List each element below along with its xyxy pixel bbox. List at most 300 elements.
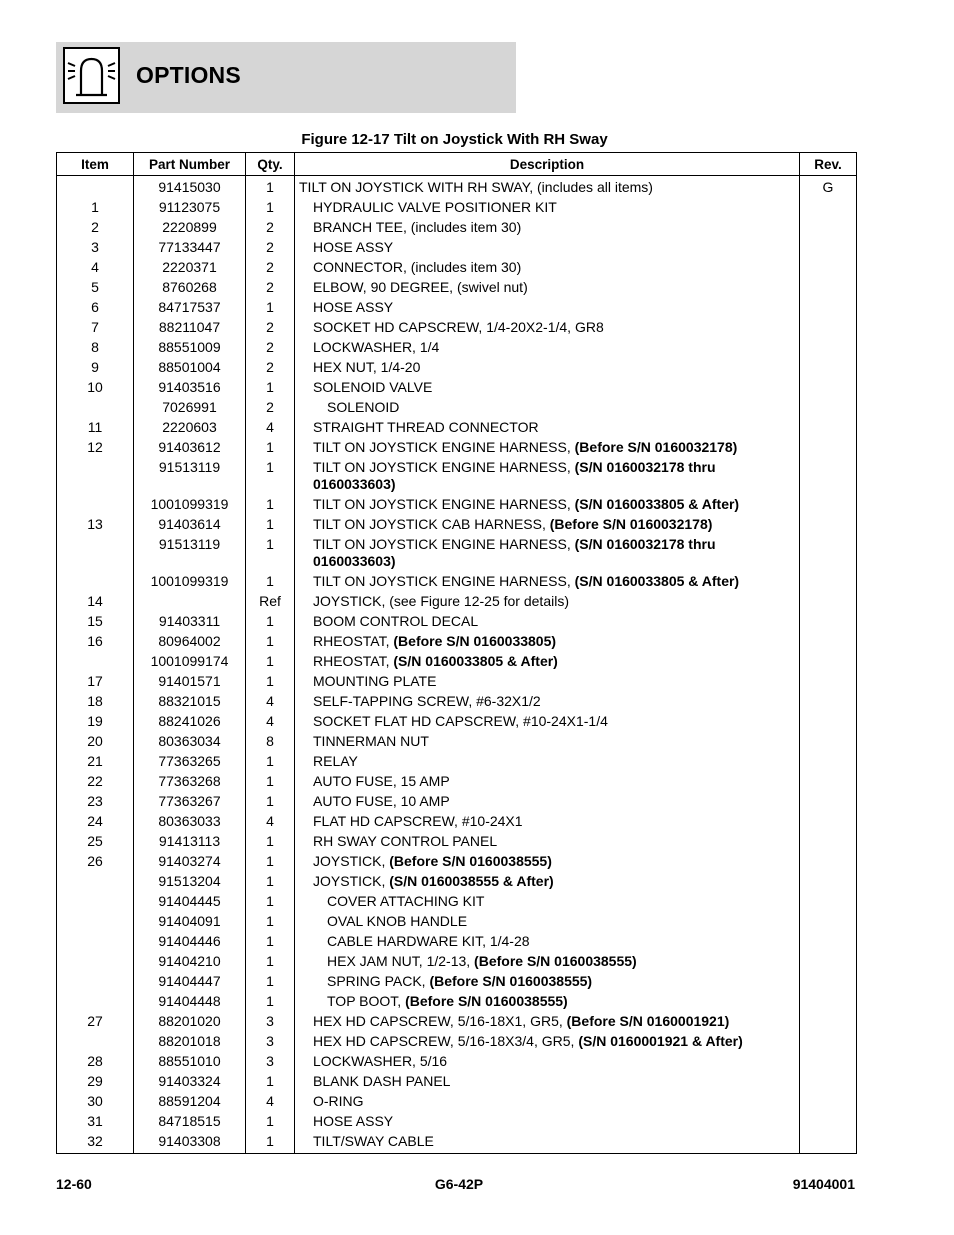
part-number-cell: 7026991 <box>134 398 246 418</box>
qty-cell: 4 <box>246 712 295 732</box>
rev-cell <box>800 992 857 1012</box>
description-cell <box>295 812 800 832</box>
item-cell: 25 <box>57 832 134 852</box>
description-cell <box>295 1012 800 1032</box>
rev-cell <box>800 1052 857 1072</box>
qty-cell: 3 <box>246 1032 295 1052</box>
table-row <box>57 438 857 458</box>
qty-cell: 1 <box>246 952 295 972</box>
qty-cell: 4 <box>246 692 295 712</box>
rev-cell <box>800 438 857 458</box>
qty-cell: 1 <box>246 632 295 652</box>
part-number-cell: 91123075 <box>134 198 246 218</box>
qty-cell: 2 <box>246 238 295 258</box>
part-number-cell: 91403274 <box>134 852 246 872</box>
description-main: HEX HD CAPSCREW, 5/16-18X3/4, GR5, <box>313 1033 579 1049</box>
description-main: MOUNTING PLATE <box>313 673 437 689</box>
item-cell: 18 <box>57 692 134 712</box>
rev-cell <box>800 1092 857 1112</box>
description-main: TOP BOOT, <box>327 993 406 1009</box>
table-row <box>57 952 857 972</box>
description-cell <box>295 495 800 515</box>
table-row <box>57 218 857 238</box>
serial-range-note: (S/N 0160032178 thru 0160033603) <box>313 536 716 569</box>
part-number-cell: 91403516 <box>134 378 246 398</box>
description-cell <box>295 692 800 712</box>
table-row <box>57 852 857 872</box>
part-number-cell: 91404447 <box>134 972 246 992</box>
description-text <box>299 893 799 910</box>
description-main: COVER ATTACHING KIT <box>327 893 485 909</box>
part-number-cell: 91404446 <box>134 932 246 952</box>
description-main: HEX NUT, 1/4-20 <box>313 359 421 375</box>
qty-cell: 1 <box>246 772 295 792</box>
item-cell: 14 <box>57 592 134 612</box>
table-row <box>57 652 857 672</box>
description-main: SOLENOID VALVE <box>313 379 433 395</box>
part-number-cell: 1001099319 <box>134 495 246 515</box>
part-number-cell: 8760268 <box>134 278 246 298</box>
description-text <box>299 713 799 730</box>
rev-cell <box>800 378 857 398</box>
serial-range-note: (S/N 0160001921 & After) <box>578 1033 743 1049</box>
part-number-cell: 91403324 <box>134 1072 246 1092</box>
description-cell <box>295 672 800 692</box>
description-cell <box>295 176 800 198</box>
description-main: RHEOSTAT, <box>313 653 394 669</box>
rev-cell <box>800 632 857 652</box>
part-number-cell: 2220899 <box>134 218 246 238</box>
rev-cell <box>800 338 857 358</box>
table-row <box>57 972 857 992</box>
part-number-cell: 91413113 <box>134 832 246 852</box>
rev-cell <box>800 535 857 572</box>
rev-cell: G <box>800 176 857 198</box>
description-text <box>299 219 799 236</box>
description-text <box>299 419 799 436</box>
description-text <box>299 993 799 1010</box>
description-text <box>299 179 653 195</box>
item-cell: 24 <box>57 812 134 832</box>
item-cell: 26 <box>57 852 134 872</box>
serial-range-note: (Before S/N 0160032178) <box>574 439 738 455</box>
item-cell: 9 <box>57 358 134 378</box>
part-number-cell: 88551009 <box>134 338 246 358</box>
part-number-cell: 88201018 <box>134 1032 246 1052</box>
item-cell <box>57 572 134 592</box>
qty-cell: 1 <box>246 535 295 572</box>
description-main: TILT ON JOYSTICK ENGINE HARNESS, <box>313 573 575 589</box>
rev-cell <box>800 812 857 832</box>
qty-cell: 1 <box>246 458 295 495</box>
description-text <box>299 813 799 830</box>
rev-cell <box>800 572 857 592</box>
qty-cell: 1 <box>246 515 295 535</box>
part-number-cell: 91415030 <box>134 176 246 198</box>
qty-cell: 1 <box>246 752 295 772</box>
table-row <box>57 932 857 952</box>
description-cell <box>295 515 800 535</box>
description-main: BOOM CONTROL DECAL <box>313 613 479 629</box>
item-cell: 7 <box>57 318 134 338</box>
table-row <box>57 712 857 732</box>
description-text <box>299 516 799 533</box>
description-text <box>299 833 799 850</box>
item-cell <box>57 495 134 515</box>
item-cell: 20 <box>57 732 134 752</box>
rev-cell <box>800 712 857 732</box>
part-number-cell: 77363265 <box>134 752 246 772</box>
description-text <box>299 933 799 950</box>
serial-range-note: (Before S/N 0160001921) <box>566 1013 730 1029</box>
description-cell <box>295 1112 800 1132</box>
qty-cell: 1 <box>246 972 295 992</box>
description-text <box>299 793 799 810</box>
rev-cell <box>800 1032 857 1052</box>
description-main: CONNECTOR, (includes item 30) <box>313 259 522 275</box>
item-cell: 32 <box>57 1132 134 1154</box>
description-text <box>299 853 799 870</box>
rev-cell <box>800 398 857 418</box>
part-number-cell: 2220371 <box>134 258 246 278</box>
part-number-cell: 91404091 <box>134 912 246 932</box>
rev-cell <box>800 1112 857 1132</box>
part-number-cell: 91404445 <box>134 892 246 912</box>
part-number-cell: 91404448 <box>134 992 246 1012</box>
table-row <box>57 692 857 712</box>
description-text <box>299 279 799 296</box>
item-cell: 29 <box>57 1072 134 1092</box>
column-header-part-number: Part Number <box>134 153 246 176</box>
description-text <box>299 459 799 493</box>
part-number-cell: 91513119 <box>134 458 246 495</box>
description-main: LOCKWASHER, 1/4 <box>313 339 440 355</box>
description-text <box>299 1133 799 1150</box>
part-number-cell: 91403311 <box>134 612 246 632</box>
description-text <box>299 613 799 630</box>
rev-cell <box>800 972 857 992</box>
serial-range-note: (S/N 0160033805 & After) <box>574 496 740 512</box>
part-number-cell: 84717537 <box>134 298 246 318</box>
part-number-cell: 77363267 <box>134 792 246 812</box>
qty-cell: 1 <box>246 852 295 872</box>
table-row <box>57 1012 857 1032</box>
description-text <box>299 536 799 570</box>
part-number-cell: 88211047 <box>134 318 246 338</box>
item-cell: 1 <box>57 198 134 218</box>
description-main: RH SWAY CONTROL PANEL <box>313 833 498 849</box>
description-text <box>299 1093 799 1110</box>
rev-cell <box>800 458 857 495</box>
rev-cell <box>800 792 857 812</box>
table-row <box>57 672 857 692</box>
serial-range-note: (Before S/N 0160038555) <box>405 993 568 1009</box>
part-number-cell <box>134 592 246 612</box>
description-cell <box>295 892 800 912</box>
description-text <box>299 1013 799 1030</box>
description-cell <box>295 418 800 438</box>
rev-cell <box>800 298 857 318</box>
part-number-cell: 91403614 <box>134 515 246 535</box>
description-main: TILT ON JOYSTICK ENGINE HARNESS, <box>313 496 575 512</box>
description-cell <box>295 535 800 572</box>
serial-range-note: (Before S/N 0160038555) <box>429 973 593 989</box>
part-number-cell: 1001099174 <box>134 652 246 672</box>
part-number-cell: 77363268 <box>134 772 246 792</box>
rev-cell <box>800 892 857 912</box>
table-row <box>57 592 857 612</box>
description-text <box>299 973 799 990</box>
table-row <box>57 535 857 572</box>
qty-cell: 1 <box>246 912 295 932</box>
qty-cell: 1 <box>246 1132 295 1154</box>
description-text <box>299 873 799 890</box>
document-number: 91404001 <box>792 1176 855 1192</box>
part-number-cell: 91401571 <box>134 672 246 692</box>
table-header-row <box>57 153 857 176</box>
description-main: SOCKET HD CAPSCREW, 1/4-20X2-1/4, GR8 <box>313 319 604 335</box>
rev-cell <box>800 912 857 932</box>
qty-cell: 1 <box>246 198 295 218</box>
description-main: TILT ON JOYSTICK ENGINE HARNESS, <box>313 459 575 475</box>
description-text <box>299 1033 799 1050</box>
qty-cell: 8 <box>246 732 295 752</box>
part-number-cell: 77133447 <box>134 238 246 258</box>
item-cell: 10 <box>57 378 134 398</box>
description-main: SPRING PACK, <box>327 973 430 989</box>
description-main: JOYSTICK, <box>313 873 390 889</box>
description-cell <box>295 972 800 992</box>
description-main: AUTO FUSE, 10 AMP <box>313 793 450 809</box>
table-row <box>57 572 857 592</box>
part-number-cell: 80363033 <box>134 812 246 832</box>
qty-cell: 1 <box>246 1112 295 1132</box>
description-cell <box>295 712 800 732</box>
description-cell <box>295 318 800 338</box>
table-row <box>57 318 857 338</box>
qty-cell: 1 <box>246 1072 295 1092</box>
column-header-rev: Rev. <box>800 153 857 176</box>
item-cell: 21 <box>57 752 134 772</box>
description-text <box>299 653 799 670</box>
description-cell <box>295 258 800 278</box>
description-main: HOSE ASSY <box>313 1113 394 1129</box>
item-cell <box>57 652 134 672</box>
table-row <box>57 378 857 398</box>
part-number-cell: 91403612 <box>134 438 246 458</box>
part-number-cell: 80363034 <box>134 732 246 752</box>
table-row <box>57 992 857 1012</box>
description-main: TILT ON JOYSTICK ENGINE HARNESS, <box>313 536 575 552</box>
qty-cell: 2 <box>246 258 295 278</box>
table-row <box>57 752 857 772</box>
description-main: HOSE ASSY <box>313 299 394 315</box>
description-main: FLAT HD CAPSCREW, #10-24X1 <box>313 813 523 829</box>
rev-cell <box>800 752 857 772</box>
serial-range-note: (S/N 0160033805 & After) <box>393 653 558 669</box>
part-number-cell: 91513119 <box>134 535 246 572</box>
options-light-icon <box>63 47 120 104</box>
item-cell <box>57 992 134 1012</box>
qty-cell: 1 <box>246 438 295 458</box>
description-text <box>299 1113 799 1130</box>
description-cell <box>295 832 800 852</box>
qty-cell: Ref <box>246 592 295 612</box>
qty-cell: 2 <box>246 398 295 418</box>
description-main: HEX JAM NUT, 1/2-13, <box>327 953 475 969</box>
description-text <box>299 259 799 276</box>
item-cell: 31 <box>57 1112 134 1132</box>
description-main: JOYSTICK, (see Figure 12-25 for details) <box>313 593 569 609</box>
item-cell <box>57 932 134 952</box>
rev-cell <box>800 952 857 972</box>
description-cell <box>295 772 800 792</box>
item-cell <box>57 398 134 418</box>
part-number-cell: 80964002 <box>134 632 246 652</box>
rev-cell <box>800 318 857 338</box>
description-cell <box>295 612 800 632</box>
description-cell <box>295 1032 800 1052</box>
section-title: OPTIONS <box>136 62 241 88</box>
rev-cell <box>800 872 857 892</box>
rev-cell <box>800 1132 857 1154</box>
description-main: SOLENOID <box>327 399 400 415</box>
description-text <box>299 439 799 456</box>
item-cell: 6 <box>57 298 134 318</box>
description-main: TILT ON JOYSTICK CAB HARNESS, <box>313 516 550 532</box>
rev-cell <box>800 515 857 535</box>
rev-cell <box>800 592 857 612</box>
description-text <box>299 593 799 610</box>
description-text <box>299 633 799 650</box>
part-number-cell: 88591204 <box>134 1092 246 1112</box>
description-text <box>299 1073 799 1090</box>
qty-cell: 1 <box>246 832 295 852</box>
description-cell <box>295 872 800 892</box>
table-row <box>57 612 857 632</box>
page-number: 12-60 <box>56 1176 92 1192</box>
table-row <box>57 495 857 515</box>
item-cell: 22 <box>57 772 134 792</box>
description-text <box>299 359 799 376</box>
description-cell <box>295 592 800 612</box>
item-cell <box>57 972 134 992</box>
description-cell <box>295 852 800 872</box>
table-row <box>57 338 857 358</box>
description-text <box>299 673 799 690</box>
qty-cell: 2 <box>246 338 295 358</box>
description-text <box>299 319 799 336</box>
item-cell: 15 <box>57 612 134 632</box>
description-cell <box>295 1072 800 1092</box>
item-cell: 12 <box>57 438 134 458</box>
rev-cell <box>800 672 857 692</box>
description-text <box>299 399 799 416</box>
column-header-description: Description <box>295 153 800 176</box>
item-cell <box>57 872 134 892</box>
description-main: RELAY <box>313 753 358 769</box>
qty-cell: 2 <box>246 358 295 378</box>
item-cell: 30 <box>57 1092 134 1112</box>
item-cell: 23 <box>57 792 134 812</box>
part-number-cell: 88551010 <box>134 1052 246 1072</box>
part-number-cell: 91513204 <box>134 872 246 892</box>
header-band <box>56 42 516 113</box>
table-row <box>57 278 857 298</box>
table-row <box>57 1052 857 1072</box>
qty-cell: 1 <box>246 872 295 892</box>
description-cell <box>295 278 800 298</box>
serial-range-note: (S/N 0160038555 & After) <box>389 873 554 889</box>
table-row <box>57 418 857 438</box>
qty-cell: 1 <box>246 652 295 672</box>
table-row <box>57 298 857 318</box>
table-row <box>57 892 857 912</box>
table-row <box>57 1132 857 1154</box>
table-row <box>57 872 857 892</box>
description-text <box>299 299 799 316</box>
description-cell <box>295 378 800 398</box>
description-cell <box>295 1132 800 1154</box>
rev-cell <box>800 358 857 378</box>
serial-range-note: (S/N 0160033805 & After) <box>574 573 740 589</box>
part-number-cell: 91403308 <box>134 1132 246 1154</box>
rev-cell <box>800 652 857 672</box>
table-row <box>57 198 857 218</box>
description-main: CABLE HARDWARE KIT, 1/4-28 <box>327 933 530 949</box>
item-cell <box>57 952 134 972</box>
qty-cell: 1 <box>246 932 295 952</box>
item-cell: 5 <box>57 278 134 298</box>
rev-cell <box>800 772 857 792</box>
description-main: TILT ON JOYSTICK ENGINE HARNESS, <box>313 439 575 455</box>
item-cell: 13 <box>57 515 134 535</box>
qty-cell: 1 <box>246 612 295 632</box>
table-row <box>57 772 857 792</box>
description-main: OVAL KNOB HANDLE <box>327 913 468 929</box>
description-main: HYDRAULIC VALVE POSITIONER KIT <box>313 199 557 215</box>
qty-cell: 4 <box>246 1092 295 1112</box>
column-header-item: Item <box>57 153 134 176</box>
rev-cell <box>800 198 857 218</box>
description-cell <box>295 238 800 258</box>
item-cell: 2 <box>57 218 134 238</box>
rev-cell <box>800 238 857 258</box>
qty-cell: 1 <box>246 572 295 592</box>
item-cell: 11 <box>57 418 134 438</box>
table-row <box>57 258 857 278</box>
description-cell <box>295 732 800 752</box>
description-text <box>299 753 799 770</box>
description-main: HOSE ASSY <box>313 239 394 255</box>
item-cell: 19 <box>57 712 134 732</box>
qty-cell: 3 <box>246 1012 295 1032</box>
description-main: HEX HD CAPSCREW, 5/16-18X1, GR5, <box>313 1013 567 1029</box>
description-text <box>299 773 799 790</box>
table-row <box>57 812 857 832</box>
qty-cell: 4 <box>246 418 295 438</box>
table-row <box>57 732 857 752</box>
item-cell <box>57 892 134 912</box>
item-cell: 3 <box>57 238 134 258</box>
table-row <box>57 1032 857 1052</box>
serial-range-note: (Before S/N 0160033805) <box>393 633 557 649</box>
table-row <box>57 632 857 652</box>
qty-cell: 1 <box>246 378 295 398</box>
part-number-cell: 1001099319 <box>134 572 246 592</box>
qty-cell: 1 <box>246 672 295 692</box>
table-row <box>57 458 857 495</box>
